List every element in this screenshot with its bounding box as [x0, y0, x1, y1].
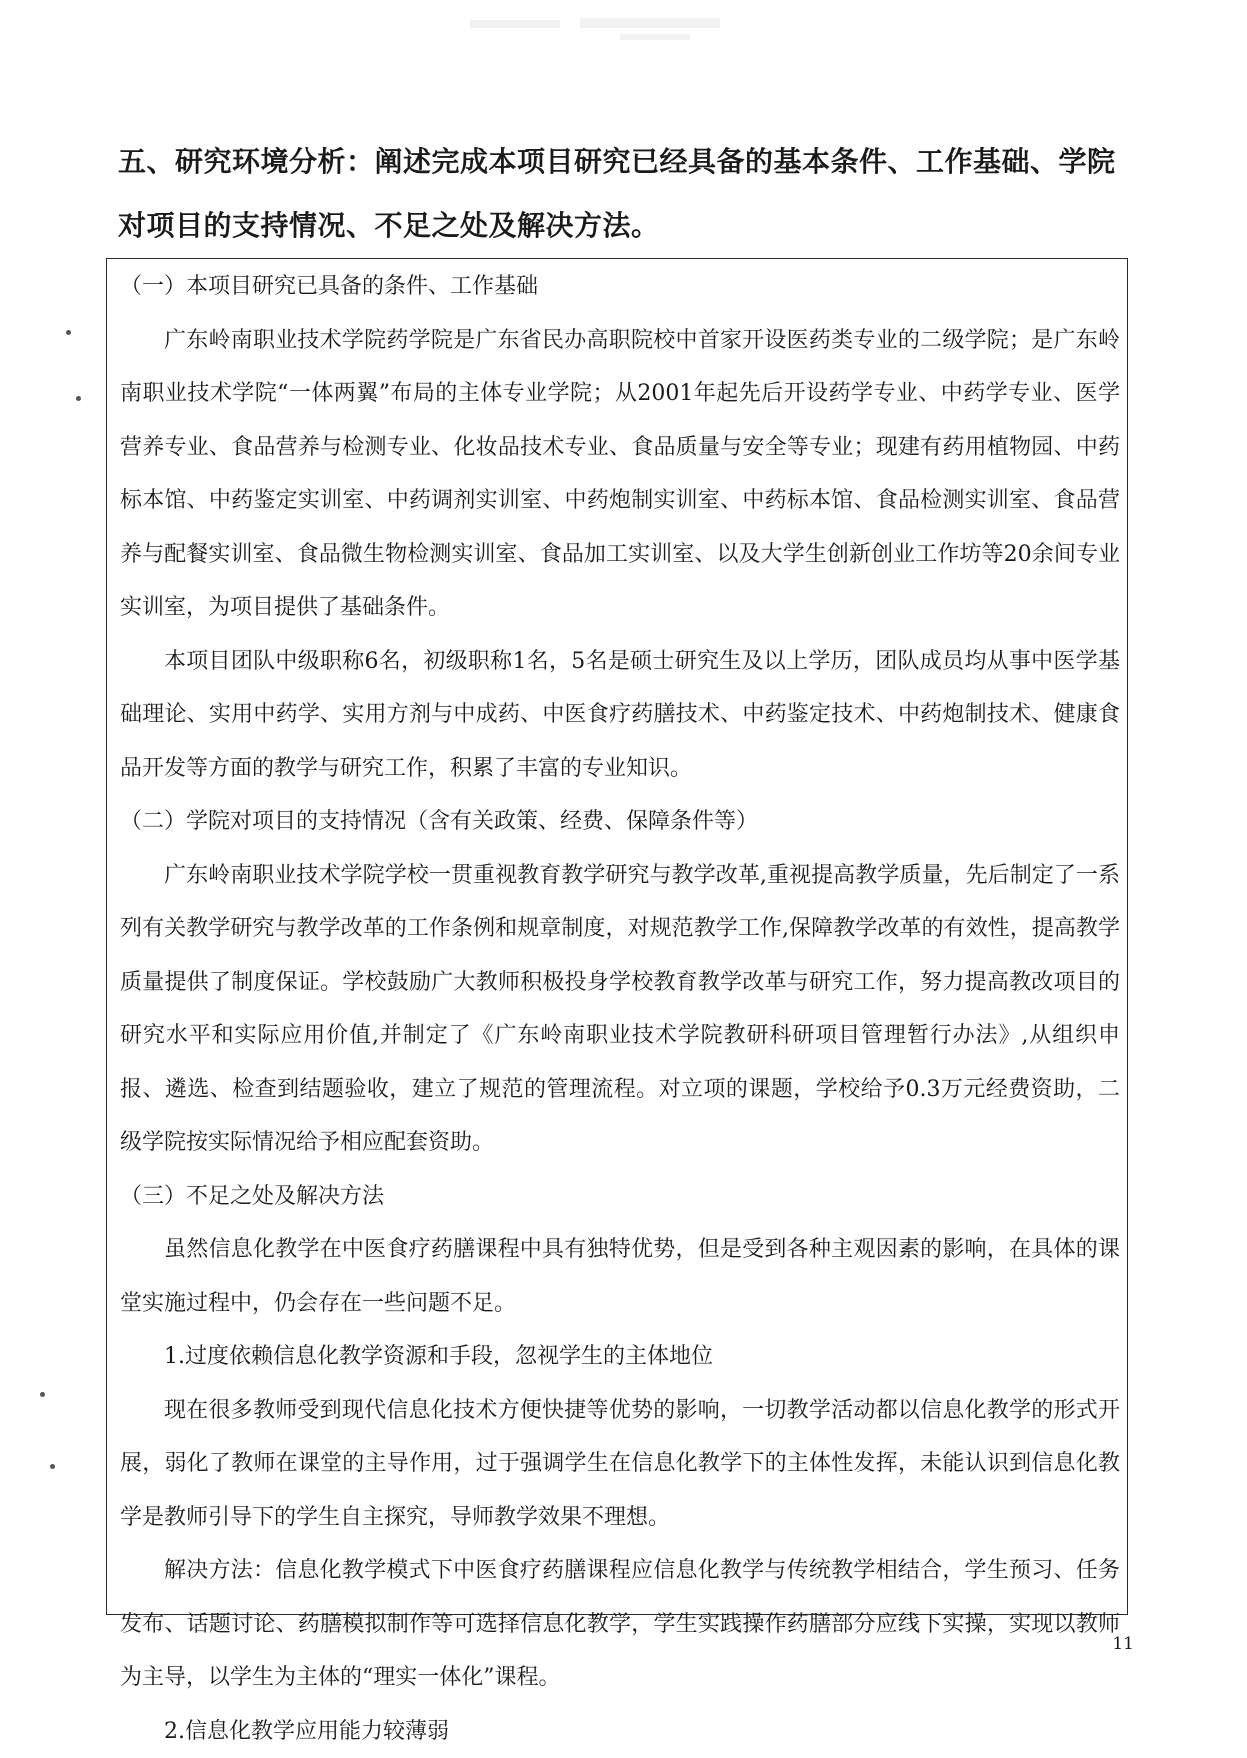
- numbered-item: 2.信息化教学应用能力较薄弱: [164, 1718, 449, 1744]
- paragraph: 虽然信息化教学在中医食疗药膳课程中具有独特优势，但是受到各种主观因素的影响，在具体的课堂实施过程中，仍会存在一些问题不足。: [120, 1237, 1120, 1316]
- paragraph: 本项目团队中级职称6名，初级职称1名，5名是硕士研究生及以上学历，团队成员均从事中医学基础理论、实用中药学、实用方剂与中成药、中医食疗药膳技术、中药鉴定技术、中药炮制技术、健康食品开发等方面的教学与研究工作，积累了丰富的专业知识。: [120, 648, 1120, 781]
- section-heading: 五、研究环境分析：阐述完成本项目研究已经具备的基本条件、工作基础、学院对项目的支持情况、不足之处及解决方法。: [118, 145, 1116, 242]
- scan-speck: [66, 330, 71, 335]
- subsection-title-3: （三）不足之处及解决方法: [120, 1183, 385, 1209]
- faint-header-mark: [470, 8, 730, 48]
- paragraph: 解决方法：信息化教学模式下中医食疗药膳课程应信息化教学与传统教学相结合，学生预习、任务发布、话题讨论、药膳模拟制作等可选择信息化教学，学生实践操作药膳部分应线下实操，实现以教师为主导，以学生为主体的“理实一体化”课程。: [120, 1558, 1120, 1690]
- paragraph: 广东岭南职业技术学院学校一贯重视教育教学研究与教学改革,重视提高教学质量，先后制定了一系列有关教学研究与教学改革的工作条例和规章制度，对规范教学工作,保障教学改革的有效性，提高教学质量提供了制度保证。学校鼓励广大教师积极投身学校教育教学改革与研究工作，努力提高教改项目的研究水平和实际应用价值,并制定了《广东岭南职业技术学院教研科研项目管理暂行办法》,从组织申报、遴选、检查到结题验收，建立了规范的管理流程。对立项的课题，学校给予0.3万元经费资助，二级学院按实际情况给予相应配套资助。: [120, 862, 1120, 1155]
- page-number: 11: [1112, 1634, 1134, 1654]
- subsection-title-2: （二）学院对项目的支持情况（含有关政策、经费、保障条件等）: [120, 809, 759, 834]
- scan-speck: [40, 1392, 45, 1397]
- scan-speck: [76, 396, 81, 401]
- numbered-item: 1.过度依赖信息化教学资源和手段，忽视学生的主体地位: [164, 1344, 713, 1369]
- paragraph: 现在很多教师受到现代信息化技术方便快捷等优势的影响，一切教学活动都以信息化教学的形式开展，弱化了教师在课堂的主导作用，过于强调学生在信息化教学下的主体性发挥，未能认识到信息化教学是教师引导下的学生自主探究，导师教学效果不理想。: [120, 1397, 1120, 1530]
- content-text: [120, 260, 1120, 1758]
- scan-speck: [50, 1464, 55, 1469]
- paragraph: 广东岭南职业技术学院药学院是广东省民办高职院校中首家开设医药类专业的二级学院；是广东岭南职业技术学院“一体两翼”布局的主体专业学院；从2001年起先后开设药学专业、中药学专业、医学营养专业、食品营养与检测专业、化妆品技术专业、食品质量与安全等专业；现建有药用植物园、中药标本馆、中药鉴定实训室、中药调剂实训室、中药炮制实训室、中药标本馆、食品检测实训室、食品营养与配餐实训室、食品微生物检测实训室、食品加工实训室、以及大学生创新创业工作坊等20余间专业实训室，为项目提供了基础条件。: [120, 327, 1120, 620]
- subsection-title-1: （一）本项目研究已具备的条件、工作基础: [120, 274, 539, 299]
